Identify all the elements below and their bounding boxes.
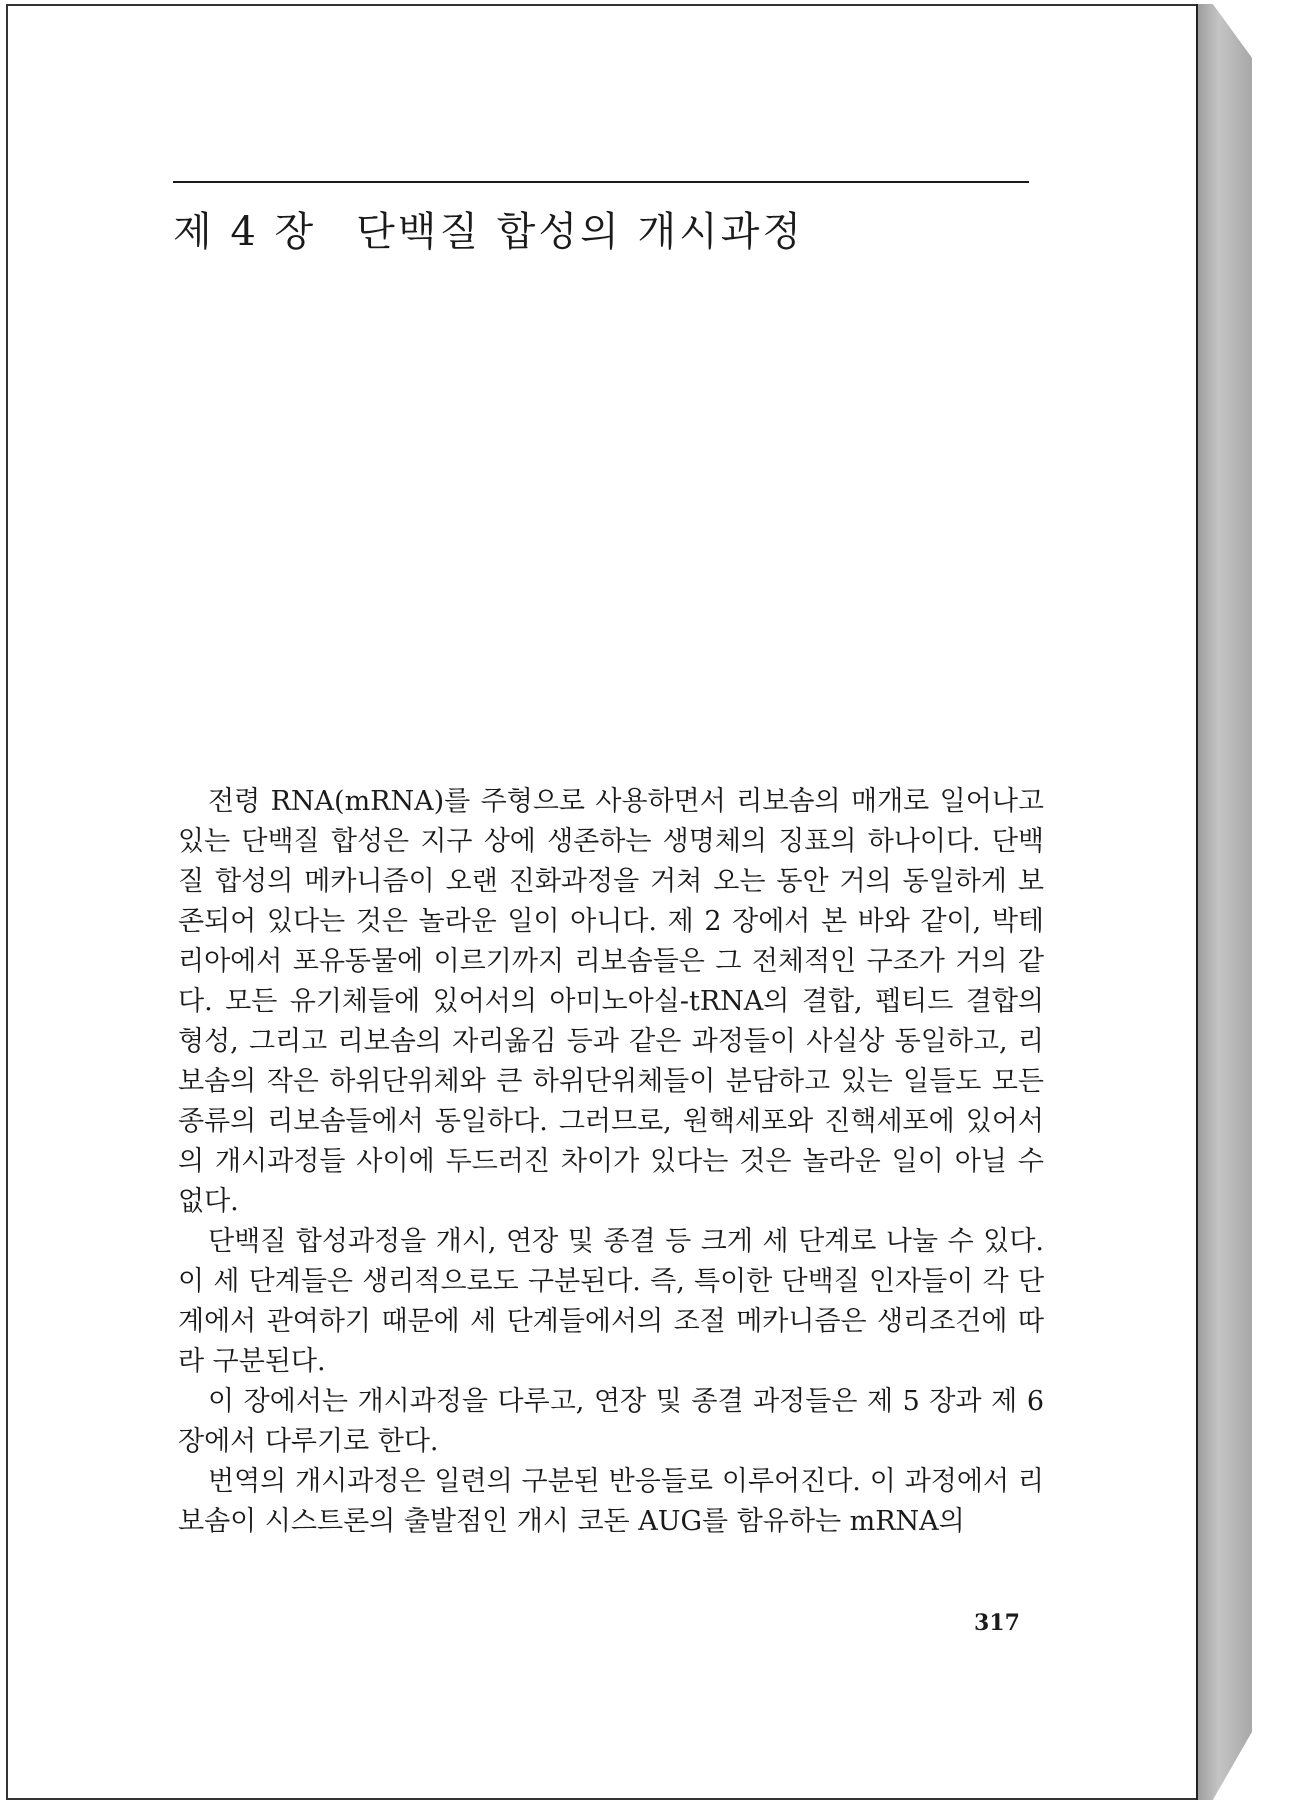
- chapter-number: 제 4 장: [173, 209, 317, 255]
- chapter-rule: [173, 181, 1029, 183]
- chapter-heading: [173, 200, 804, 257]
- chapter-title: 단백질 합성의 개시과정: [356, 209, 805, 255]
- paragraph: 전령 RNA(mRNA)를 주형으로 사용하면서 리보솜의 매개로 일어나고 있는 단백질 합성은 지구 상에 생존하는 생명체의 징표의 하나이다. 단백질 합성의 메카니즘이 오랜 진화과정을 거쳐 오는 동안 거의 동일하게 보존되어 있다는 것은 놀라운 일이 아니다. 제 2 장에서 본 바와 같이, 박테리아에서 포유동물에 이르기까지 리보솜들은 그 전체적인 구조가 거의 같다. 모든 유기체들에 있어서의 아미노아실-tRNA의 결합, 펩티드 결합의 형성, 그리고 리보솜의 자리옮김 등과 같은 과정들이 사실상 동일하고, 리보솜의 작은 하위단위체와 큰 하위단위체들이 분담하고 있는 일들도 모든 종류의 리보솜들에서 동일하다. 그러므로, 원핵세포와 진핵세포에 있어서의 개시과정들 사이에 두드러진 차이가 있다는 것은 놀라운 일이 아닐 수 없다.: [178, 786, 1044, 1217]
- page-edge-line: [1196, 4, 1198, 1800]
- page-stack-edge: [1196, 4, 1252, 1800]
- paragraph: 단백질 합성과정을 개시, 연장 및 종결 등 크게 세 단계로 나눌 수 있다. 이 세 단계들은 생리적으로도 구분된다. 즉, 특이한 단백질 인자들이 각 단계에서 관여하기 때문에 세 단계들에서의 조절 메카니즘은 생리조건에 따라 구분된다.: [178, 1226, 1044, 1377]
- page-number: 317: [974, 1610, 1020, 1636]
- paragraph: 번역의 개시과정은 일련의 구분된 반응들로 이루어진다. 이 과정에서 리보솜이 시스트론의 출발점인 개시 코돈 AUG를 함유하는 mRNA의: [178, 1466, 1044, 1537]
- book-page: [6, 4, 1196, 1800]
- paragraph: 이 장에서는 개시과정을 다루고, 연장 및 종결 과정들은 제 5 장과 제 6 장에서 다루기로 한다.: [178, 1386, 1044, 1457]
- body-text: [178, 782, 1044, 1542]
